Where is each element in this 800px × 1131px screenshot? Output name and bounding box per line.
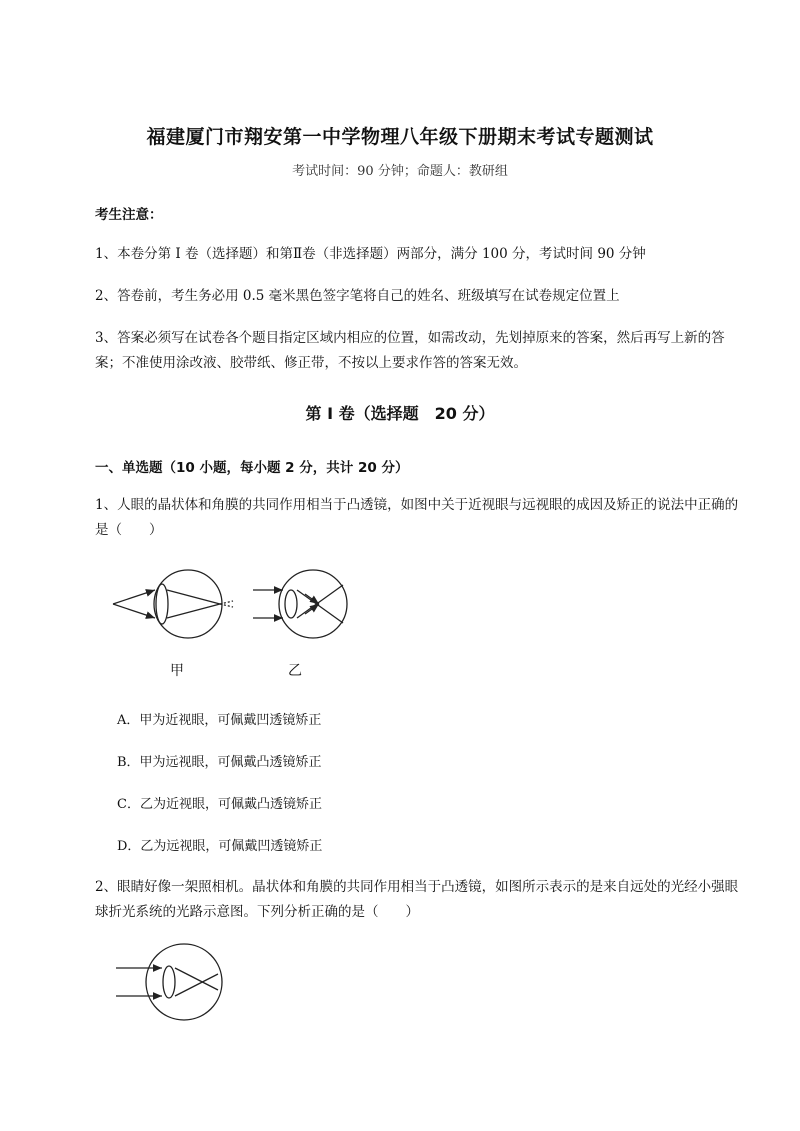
question-1-option-b[interactable]: B．甲为远视眼，可佩戴凸透镜矫正 <box>117 755 322 770</box>
notice-item-1: 1、本卷分第 I 卷（选择题）和第Ⅱ卷（非选择题）两部分，满分 100 分，考试时间 90 分钟 <box>95 246 646 262</box>
figure-label-yi: 乙 <box>288 663 302 679</box>
document-title: 福建厦门市翔安第一中学物理八年级下册期末考试专题测试 <box>146 126 654 148</box>
notice-item-3: 3、答案必须写在试卷各个题目指定区域内相应的位置，如需改动，先划掉原来的答案，然后再写上新的答案；不准使用涂改液、胶带纸、修正带，不按以上要求作答的答案无效。 <box>95 330 725 371</box>
question-1-option-c[interactable]: C．乙为近视眼，可佩戴凸透镜矫正 <box>117 797 322 812</box>
figure-label-jia: 甲 <box>170 663 184 679</box>
eye-yi-icon <box>253 570 347 638</box>
eye-diagram-figure <box>105 568 365 658</box>
question-1-stem: 1、人眼的晶状体和角膜的共同作用相当于凸透镜，如图中关于近视眼与远视眼的成因及矫正的说法中正确的是（ ） <box>95 497 739 538</box>
section-title: 第 I 卷（选择题 20 分） <box>305 404 495 423</box>
notice-item-2: 2、答卷前，考生务必用 0.5 毫米黑色签字笔将自己的姓名、班级填写在试卷规定位置上 <box>95 288 620 304</box>
eye-icon <box>116 944 222 1020</box>
part-heading: 一、单选题（10 小题，每小题 2 分，共计 20 分） <box>95 460 409 476</box>
question-2-stem: 2、眼睛好像一架照相机。晶状体和角膜的共同作用相当于凸透镜，如图所示表示的是来自远处的光经小强眼球折光系统的光路示意图。下列分析正确的是（ ） <box>95 879 739 920</box>
notice-heading: 考生注意： <box>95 207 163 223</box>
eye-ray-diagram-figure <box>112 940 232 1030</box>
question-1-option-a[interactable]: A．甲为近视眼，可佩戴凹透镜矫正 <box>117 713 322 728</box>
document-subtitle: 考试时间：90 分钟；命题人：教研组 <box>292 164 508 179</box>
eye-jia-icon <box>113 570 233 638</box>
question-1-option-d[interactable]: D．乙为远视眼，可佩戴凹透镜矫正 <box>117 839 323 854</box>
